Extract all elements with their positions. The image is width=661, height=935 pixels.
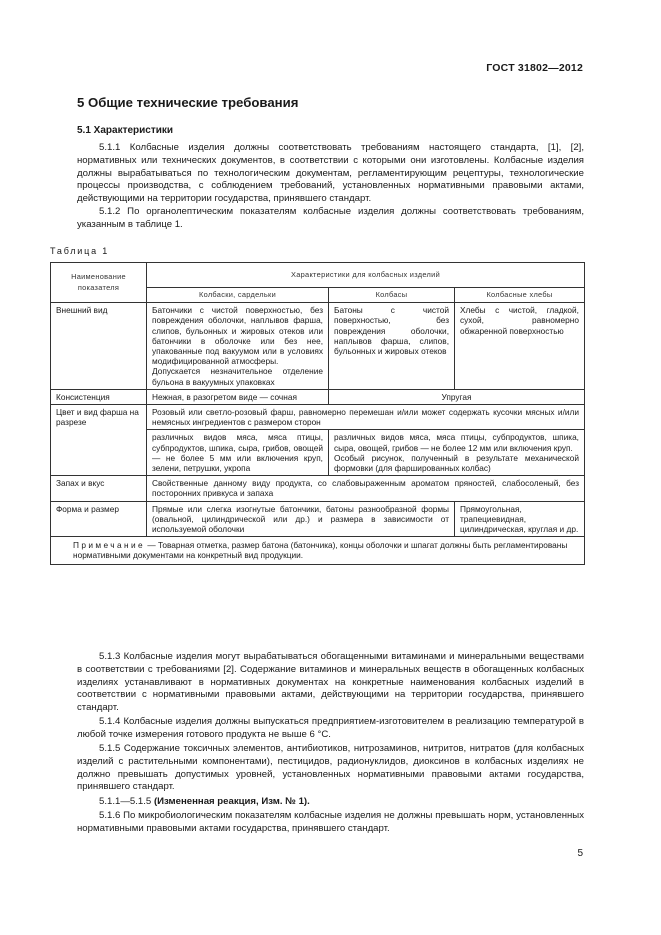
header-characteristics: Характеристики для колбасных изделий [147, 263, 585, 288]
appearance-loaves: Хлебы с чистой, гладкой, сухой, равномерно обжаренной поверхностью [455, 303, 585, 390]
table-row [51, 303, 585, 390]
paragraph-5-1-4 [77, 716, 584, 742]
header-kolbasy: Колбасы [329, 288, 455, 303]
paragraph-5-1-3 [77, 651, 584, 715]
paragraph-text: 5.1.1 Колбасные изделия должны соответствовать требованиям настоящего стандарта, [1], [2], нормативных или технических документов, в соответствии с которыми они изготовлены. Колбасные изделия должны вырабатываться по технологическим документам, регламентирующим рецептуры, технологические процессы производства, с соблюдением требований, установленных нормативными правовыми актами, действующими на территории государства, принявшего стандарт. [77, 142, 584, 205]
header-indicator-name: Наименование показателя [51, 263, 147, 303]
table-note-row [51, 537, 585, 564]
table-row [51, 501, 585, 537]
table-row [51, 389, 585, 404]
appearance-sausages [147, 303, 329, 390]
paragraph-5-1-1 [77, 142, 584, 206]
standard-number: ГОСТ 31802—2012 [486, 62, 583, 74]
appearance-kolbasy: Батоны с чистой поверхностью, без повреждения оболочки, наплывов фарша, слипов, бульонных и жировых отеков [329, 303, 455, 390]
paragraph-text: 5.1.6 По микробиологическим показателям колбасные изделия не должны превышать норм, установленных нормативными правовыми актами государства, принявшего стандарт. [77, 810, 584, 834]
row-name-appearance: Внешний вид [51, 303, 147, 390]
color-kolbasy-loaves [329, 430, 585, 476]
paragraph-text: 5.1.4 Колбасные изделия должны выпускаться предприятием-изготовителем в реализацию температурой в любой точке измерения готового продукта не выше 6 °С. [77, 716, 584, 740]
consistency-sausages: Нежная, в разогретом виде — сочная [147, 389, 329, 404]
note-text: — Товарная отметка, размер батона (батончика), концы оболочки и шпагат должны быть регламентированы нормативными документами на конкретный вид продукции. [73, 540, 568, 561]
cell-text: Батончики с чистой поверхностью, без повреждения оболочки, наплывов фарша, слипов, бульонных и жировых отеков или батончики в оболочке или без нее, упакованные под вакуумом или в условиях модифицированной атмосферы. [152, 305, 323, 367]
header-meat-loaves: Колбасные хлебы [455, 288, 585, 303]
shape-loaves: Прямоугольная, трапециевидная, цилиндрическая, круглая и др. [455, 501, 585, 537]
table-note [51, 537, 585, 564]
color-sausages: различных видов мяса, мяса птицы, субпродуктов, шпика, сыра, грибов, овощей — не более 5 мм или включения круп, зелени, петрушки, укропа [147, 430, 329, 476]
table-row [51, 476, 585, 501]
note-label: Примечание [73, 540, 146, 551]
paragraph-5-1-5 [77, 743, 584, 794]
table-row [51, 405, 585, 430]
amendment-note: (Измененная реакция, Изм. № 1). [153, 796, 310, 807]
cell-text: Особый рисунок, полученный в результате механической формовки (для фаршированных колбас) [334, 452, 579, 474]
smell-all: Свойственные данному виду продукта, со слабовыраженным ароматом пряностей, слабосоленый, без посторонних привкуса и запаха [147, 476, 585, 501]
paragraph-text: 5.1.2 По органолептическим показателям колбасные изделия должны соответствовать требованиям, указанным в таблице 1. [77, 206, 584, 230]
row-name-color: Цвет и вид фарша на разрезе [51, 405, 147, 476]
cell-text: различных видов мяса, мяса птицы, субпродуктов, шпика, сыра, овощей, грибов — не более 12 мм или включения круп. [334, 432, 579, 453]
paragraph-5-1-2 [77, 206, 584, 232]
table-1 [50, 262, 585, 565]
amendment-prefix: 5.1.1—5.1.5 [99, 796, 154, 807]
paragraph-amendment [77, 796, 584, 809]
paragraph-5-1-6 [77, 810, 584, 836]
row-name-shape: Форма и размер [51, 501, 147, 537]
table-caption: Таблица 1 [50, 246, 109, 256]
shape-sausages-kolbasy: Прямые или слегка изогнутые батончики, батоны разнообразной формы (овальной, цилиндрической или др.) и размера в зависимости от используемой оболочки [147, 501, 455, 537]
row-name-consistency: Консистенция [51, 389, 147, 404]
section-title: 5 Общие технические требования [77, 95, 299, 110]
cell-text: Допускается незначительное отделение бульона в вакуумных упаковках [152, 366, 323, 387]
header-sausages: Колбаски, сардельки [147, 288, 329, 303]
page-number: 5 [577, 848, 583, 859]
color-common: Розовый или светло-розовый фарш, равномерно перемешан и/или может содержать кусочки мясных и/или немясных ингредиентов с размером сторон [147, 405, 585, 430]
paragraph-text: 5.1.3 Колбасные изделия могут вырабатываться обогащенными витаминами и минеральными веществами в соответствии с требованиями [2]. Содержание витаминов и минеральных веществ в обогащенных колбасных изделиях устанавливают в нормативных документах на конкретные наименования колбасных изделий в соответствии с нормативными правовыми актами, действующими на территории государства, принявшего стандарт. [77, 651, 584, 714]
consistency-kolbasy-loaves: Упругая [329, 389, 585, 404]
row-name-smell: Запах и вкус [51, 476, 147, 501]
paragraph-text: 5.1.5 Содержание токсичных элементов, антибиотиков, нитрозаминов, нитритов, нитратов (для колбасных изделий с растительными компонентами), пестицидов, радионуклидов, диоксинов в колбасных изделиях не должно превышать допустимых уровней, установленных нормативными правовыми актами государства, принявшего стандарт. [77, 743, 584, 793]
subsection-title: 5.1 Характеристики [77, 125, 174, 136]
